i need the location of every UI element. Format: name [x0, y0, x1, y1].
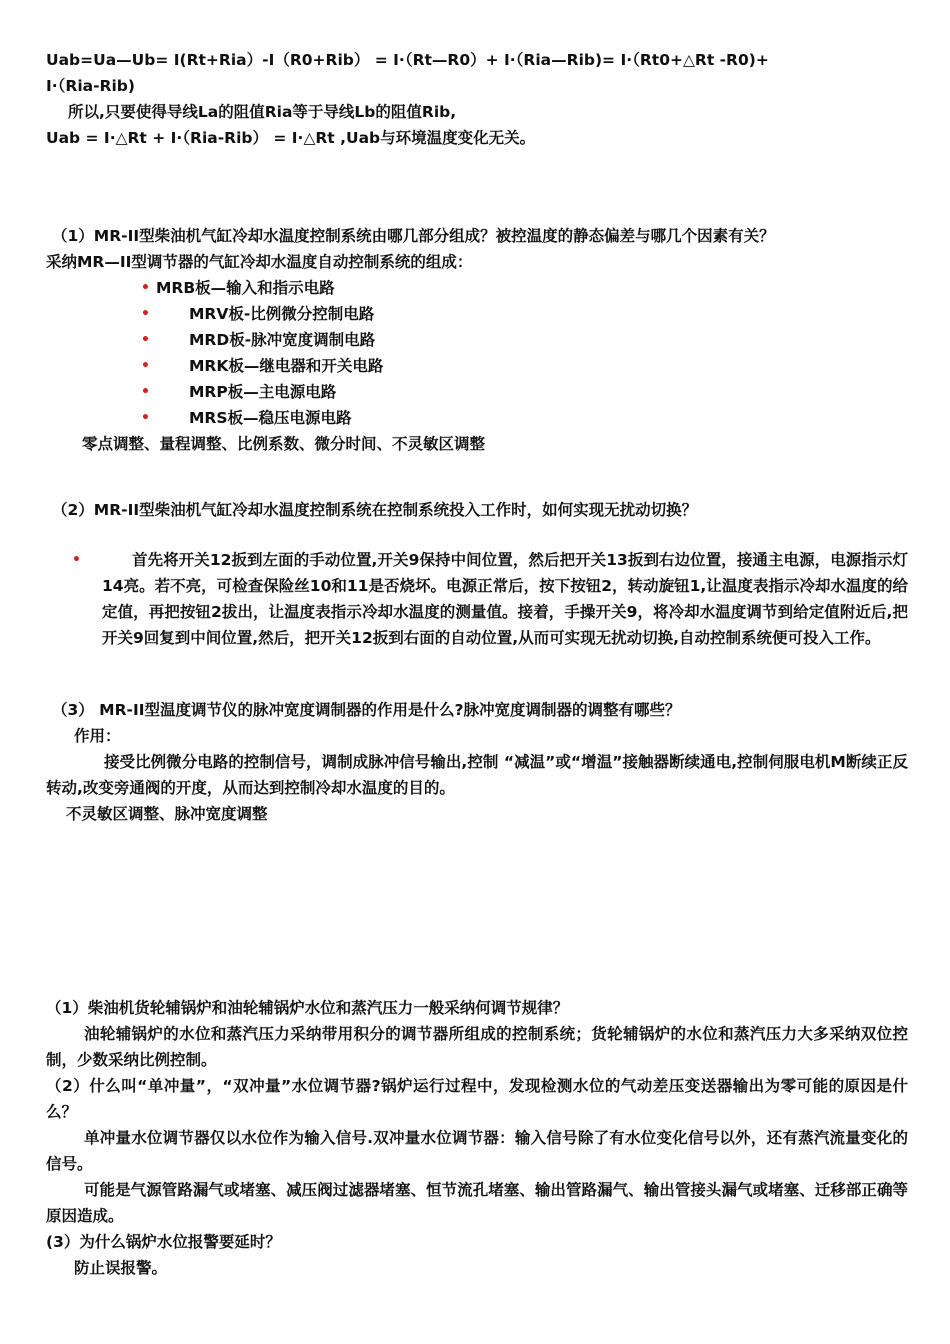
formula-section: [46, 47, 908, 151]
static-deviation-factors: 零点调整、量程调整、比例系数、微分时间、不灵敏区调整: [82, 435, 486, 453]
board-list: [46, 275, 908, 431]
mr2-section: [46, 223, 908, 457]
conclusion-line: Uab = I·△Rt + I·（Ria-Rib） = I·△Rt ,Uab与环境温度变化无关。: [46, 129, 536, 147]
question-1-heading: （1）MR-II型柴油机气缸冷却水温度控制系统由哪几部分组成？被控温度的静态偏差与哪几个因素有关？: [52, 227, 775, 245]
switchover-procedure: [46, 547, 908, 651]
boiler-answer-1: 油轮辅锅炉的水位和蒸汽压力采纳带用积分的调节器所组成的控制系统；货轮辅锅炉的水位和蒸汽压力大多采纳双位控制，少数采纳比例控制。: [46, 1025, 908, 1069]
bullet-icon: •: [141, 306, 150, 322]
boiler-answer-3: 防止误报警。: [74, 1259, 168, 1277]
boiler-question-3: (3）为什么锅炉水位报警要延时？: [46, 1233, 281, 1251]
formula-line-2: I·（Ria-Rib): [46, 77, 135, 95]
boiler-question-2: （2）什么叫“单冲量”，“双冲量”水位调节器?锅炉运行过程中，发现检测水位的气动差压变送器输出为零可能的原因是什么？: [46, 1077, 908, 1121]
list-item: • MRS板—稳压电源电路: [46, 405, 908, 431]
bullet-icon: •: [141, 410, 150, 426]
answer-2-block: [46, 547, 908, 651]
bullet-icon: •: [141, 332, 150, 348]
question-3-heading: （3） MR-II型温度调节仪的脉冲宽度调制器的作用是什么?脉冲宽度调制器的调整有哪些？: [52, 701, 681, 719]
list-item: • MRB板—输入和指示电路: [46, 275, 908, 301]
bullet-icon: •: [141, 384, 150, 400]
question-3-block: [46, 697, 908, 827]
bullet-icon: •: [72, 552, 81, 568]
formula-line-1: Uab=Ua—Ub= I(Rt+Ria）-I（R0+Rib） = I·（Rt—R0）+ I·（Ria—Rib)= I·（Rt0+△Rt -R0)+: [46, 51, 769, 69]
switchover-text: 首先将开关12扳到左面的手动位置,开关9保持中间位置，然后把开关13扳到右边位置，接通主电源，电源指示灯14亮。若不亮，可检查保险丝10和11是否烧坏。电源正常后，按下按钮2，转动旋钮1,让温度表指示冷却水温度的给定值，再把按钮2拔出，让温度表指示冷却水温度的测量值。接着，手操开关9，将冷却水温度调节到给定值附近后,把开关9回复到中间位置,然后，把开关12扳到右面的自动位置,从而可实现无扰动切换,自动控制系统便可投入工作。: [102, 551, 908, 647]
boiler-section: [46, 995, 908, 1281]
boiler-answer-2b: 可能是气源管路漏气或堵塞、减压阀过滤器堵塞、恒节流孔堵塞、输出管路漏气、输出管接头漏气或堵塞、迁移部正确等原因造成。: [46, 1181, 908, 1225]
list-item: • MRD板-脉冲宽度调制电路: [46, 327, 908, 353]
function-text: 接受比例微分电路的控制信号，调制成脉冲信号输出,控制 “减温”或“增温”接触器断续通电,控制伺服电机M断续正反转动,改变旁通阀的开度，从而达到控制冷却水温度的目的。: [46, 753, 908, 797]
boiler-question-1: （1）柴油机货轮辅锅炉和油轮辅锅炉水位和蒸汽压力一般采纳何调节规律？: [46, 999, 569, 1017]
list-item: • MRK板—继电器和开关电路: [46, 353, 908, 379]
function-label: 作用：: [74, 727, 121, 745]
boiler-answer-2a: 单冲量水位调节器仅以水位作为输入信号.双冲量水位调节器：输入信号除了有水位变化信号以外，还有蒸汽流量变化的信号。: [46, 1129, 908, 1173]
bullet-icon: •: [141, 358, 150, 374]
list-item: • MRV板-比例微分控制电路: [46, 301, 908, 327]
question-2-heading: （2）MR-II型柴油机气缸冷却水温度控制系统在控制系统投入工作时，如何实现无扰动切换？: [52, 501, 698, 519]
system-intro: 采纳MR—II型调节器的气缸冷却水温度自动控制系统的组成：: [46, 253, 473, 271]
adjustment-items: 不灵敏区调整、脉冲宽度调整: [66, 805, 268, 823]
list-item: • MRP板—主电源电路: [46, 379, 908, 405]
bullet-icon: •: [141, 280, 150, 296]
question-2-block: [46, 497, 908, 523]
condition-line: 所以,只要使得导线La的阻值Ria等于导线Lb的阻值Rib,: [68, 103, 457, 121]
